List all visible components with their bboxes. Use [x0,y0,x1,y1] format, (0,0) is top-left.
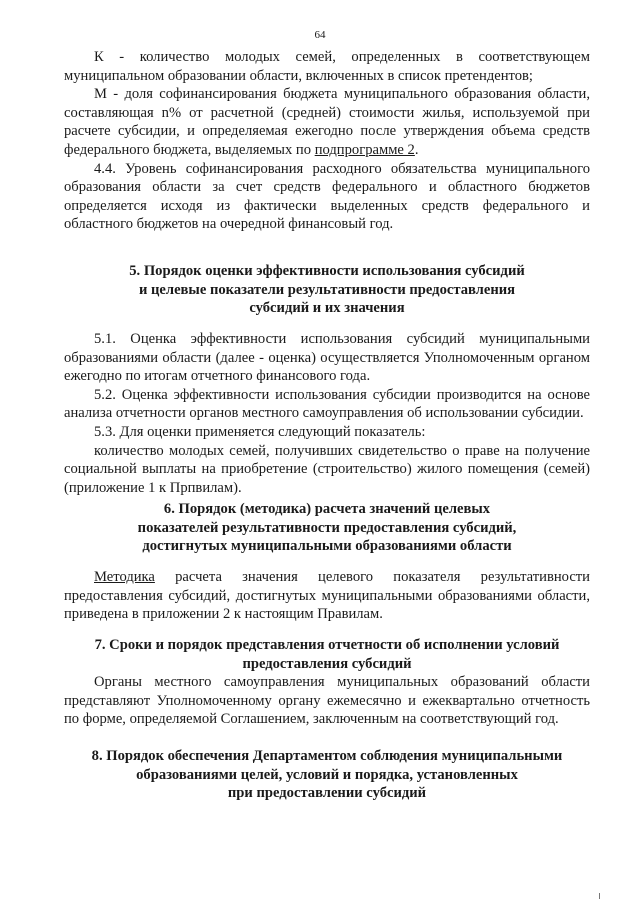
methodology-link[interactable]: Методика [94,569,155,585]
paragraph-5-2: 5.2. Оценка эффективности использования субсидии производится на основе анализа отчетности органов местного самоуправления об использовании субсидии. [64,386,590,422]
heading-line: достигнутых муниципальными образованиями области [142,538,512,555]
heading-line: 5. Порядок оценки эффективности использования субсидий [129,263,525,279]
text: М - доля софинансирования бюджета муниципального образования области, составляющая n% от расчетной (средней) стоимости жилья, используемой при расчете субсидии, и определяемая ежегодно после утверждения объема средств федерального бюджета, выделяемых по [64,86,590,158]
intro-block [64,48,590,234]
heading-line: предоставления субсидий [242,655,412,672]
section-6-body [64,568,590,624]
text: расчета значения целевого показателя результативности предоставления субсидий, достигнутых муниципальными образованиями области, приведена в приложении 2 к настоящим Правилам. [64,569,590,623]
section-8-heading [64,747,590,803]
page-number: 64 [314,29,326,41]
subprogram-2-link[interactable]: подпрограмме 2 [314,141,415,158]
paragraph-indicator: количество молодых семей, получивших свидетельство о праве на получение социальной выплаты на приобретение (строительство) жилого помещения (семей) (приложение 1 к Прпвилам). [64,442,590,496]
paragraph-m-definition [64,85,590,159]
paragraph-reporting: Органы местного самоуправления муниципальных образований области представляют Уполномоченному органу ежемесячно и ежеквартально отчетность по форме, определяемой Соглашением, заключенным на соответствующий год. [64,674,590,728]
scan-mark [599,893,600,899]
heading-line: показателей результативности предоставления субсидий, [137,519,517,536]
text: . [414,141,419,158]
paragraph-methodology [64,568,590,624]
heading-line: 8. Порядок обеспечения Департаментом соблюдения муниципальными [91,748,563,764]
paragraph-k-definition: К - количество молодых семей, определенных в соответствующем муниципальном образовании области, включенных в список претендентов; [64,49,590,84]
heading-line: 7. Сроки и порядок представления отчетности об исполнении условий [94,637,560,653]
section-5-heading [64,262,590,318]
heading-line: 6. Порядок (методика) расчета значений целевых [163,501,491,517]
section-7-heading [64,636,590,673]
heading-line: и целевые показатели результативности предоставления [138,281,516,298]
heading-line: образованиями целей, условий и порядка, установленных [136,766,518,783]
paragraph-4-4: 4.4. Уровень софинансирования расходного обязательства муниципального образования области за счет средств федерального и областного бюджетов определяется исходя из фактически выделенных средств федерального и областного бюджетов на очередной финансовый год. [64,160,590,233]
section-5-body [64,330,590,497]
section-7-body [64,673,590,729]
heading-line: при предоставлении субсидий [227,785,427,802]
heading-line: субсидий и их значения [249,300,405,317]
paragraph-5-3: 5.3. Для оценки применяется следующий показатель: [94,423,426,440]
section-6-heading [64,500,590,556]
paragraph-5-1: 5.1. Оценка эффективности использования субсидий муниципальными образованиями области (далее - оценка) осуществляется Уполномоченным органом ежегодно по итогам отчетного финансового года. [64,331,590,385]
